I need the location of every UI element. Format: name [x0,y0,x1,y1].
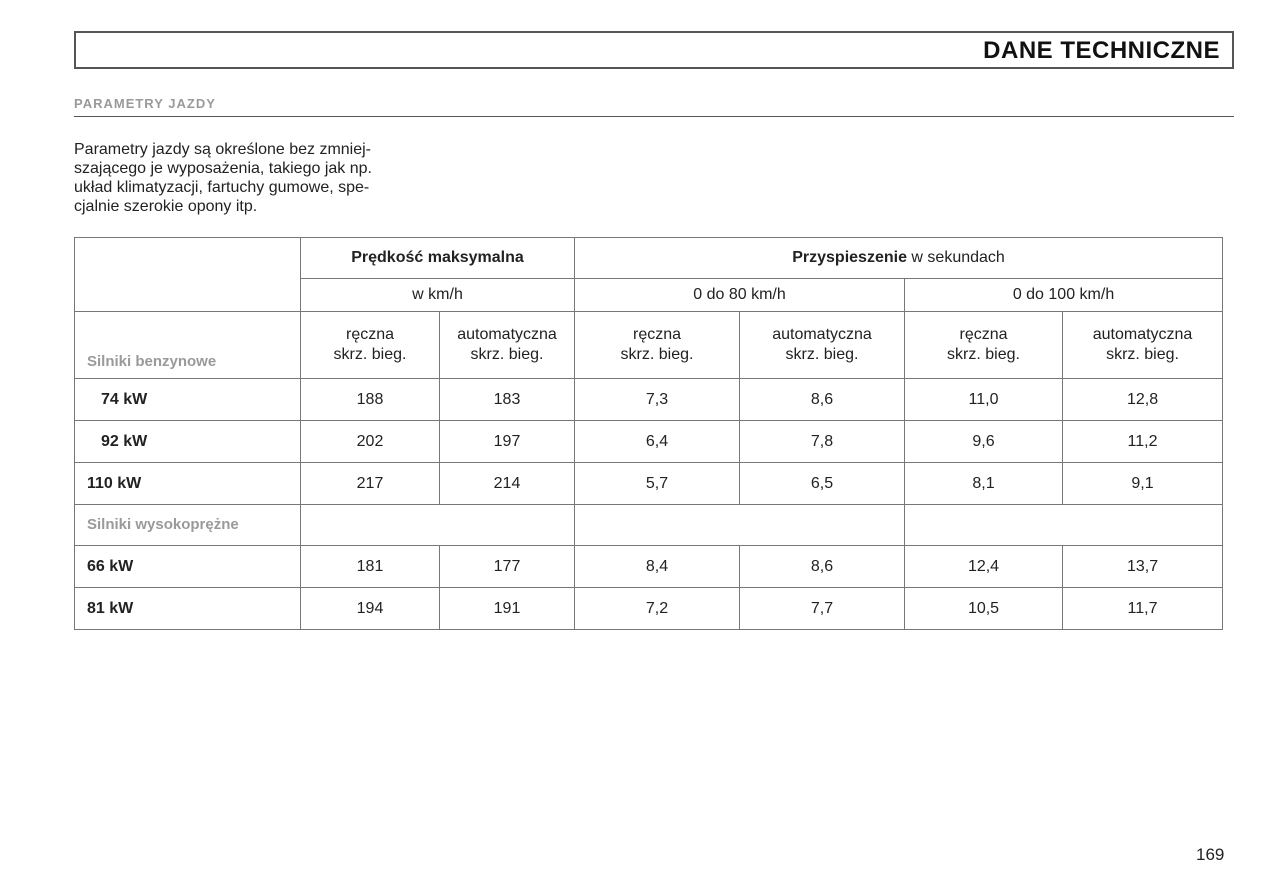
empty-cell [575,505,905,546]
gearbox-header-auto: automatyczna skrz. bieg. [1063,312,1223,379]
accel-100-manual: 9,6 [905,421,1063,463]
intro-line: Parametry jazdy są określone bez zmniej- [74,141,372,158]
accel-100-manual: 10,5 [905,588,1063,630]
section-title: PARAMETRY JAZDY [74,96,216,111]
acceleration-0-100-header: 0 do 100 km/h [905,279,1223,312]
max-speed-manual: 188 [301,379,440,421]
accel-80-manual: 6,4 [575,421,740,463]
accel-100-manual: 8,1 [905,463,1063,505]
engine-power: 81 kW [75,588,301,630]
table-row [75,379,1223,421]
table-row [75,588,1223,630]
accel-100-manual: 11,0 [905,379,1063,421]
max-speed-manual: 194 [301,588,440,630]
accel-80-auto: 8,6 [740,546,905,588]
performance-table [74,237,1223,630]
max-speed-auto: 197 [440,421,575,463]
engine-power: 66 kW [75,546,301,588]
accel-100-auto: 9,1 [1063,463,1223,505]
max-speed-unit: w km/h [301,279,575,312]
accel-80-auto: 8,6 [740,379,905,421]
accel-80-auto: 6,5 [740,463,905,505]
engine-power: 92 kW [75,421,301,463]
max-speed-header: Prędkość maksymalna [301,238,575,279]
acceleration-header-unit: w sekundach [906,249,1005,266]
accel-80-manual: 7,3 [575,379,740,421]
acceleration-header [575,238,1223,279]
accel-100-auto: 11,2 [1063,421,1223,463]
section-divider [74,116,1234,117]
intro-paragraph [74,140,454,216]
accel-80-manual: 7,2 [575,588,740,630]
accel-100-auto: 13,7 [1063,546,1223,588]
max-speed-manual: 217 [301,463,440,505]
gearbox-header-auto: automatyczna skrz. bieg. [440,312,575,379]
gearbox-header-auto: automatyczna skrz. bieg. [740,312,905,379]
intro-line: szającego je wyposażenia, takiego jak np. [74,160,372,177]
accel-100-auto: 11,7 [1063,588,1223,630]
max-speed-manual: 202 [301,421,440,463]
page-number: 169 [1196,845,1225,864]
gearbox-header-manual: ręczna skrz. bieg. [575,312,740,379]
diesel-engines-label: Silniki wysokoprężne [75,505,301,546]
table-row [75,421,1223,463]
petrol-engines-label: Silniki benzynowe [75,312,301,379]
intro-line: cjalnie szerokie opony itp. [74,198,258,215]
max-speed-auto: 191 [440,588,575,630]
max-speed-auto: 214 [440,463,575,505]
max-speed-manual: 181 [301,546,440,588]
table-row [75,463,1223,505]
accel-100-auto: 12,8 [1063,379,1223,421]
chapter-title: DANE TECHNICZNE [983,37,1220,64]
max-speed-auto: 183 [440,379,575,421]
gearbox-header-manual: ręczna skrz. bieg. [905,312,1063,379]
accel-100-manual: 12,4 [905,546,1063,588]
engine-power: 110 kW [75,463,301,505]
empty-cell [301,505,575,546]
corner-cell [75,238,301,312]
accel-80-auto: 7,7 [740,588,905,630]
table-row [75,505,1223,546]
intro-line: układ klimatyzacji, fartuchy gumowe, spe- [74,179,370,196]
accel-80-manual: 5,7 [575,463,740,505]
engine-power: 74 kW [75,379,301,421]
empty-cell [905,505,1223,546]
gearbox-header-manual: ręczna skrz. bieg. [301,312,440,379]
accel-80-manual: 8,4 [575,546,740,588]
accel-80-auto: 7,8 [740,421,905,463]
acceleration-0-80-header: 0 do 80 km/h [575,279,905,312]
chapter-header [74,31,1234,69]
acceleration-header-bold: Przyspieszenie [792,249,907,266]
table-row [75,546,1223,588]
max-speed-auto: 177 [440,546,575,588]
